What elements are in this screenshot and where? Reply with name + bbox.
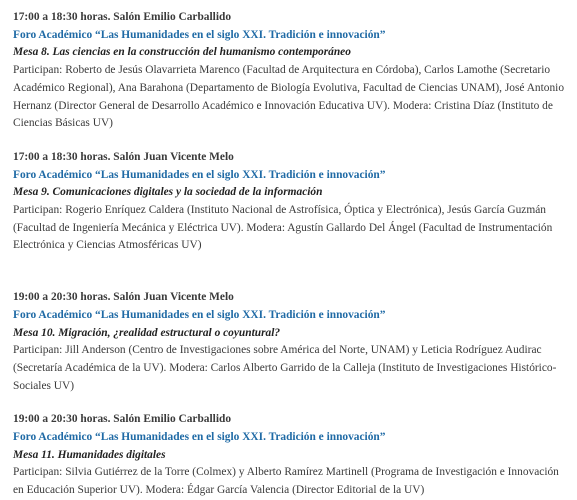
session-block <box>13 411 565 500</box>
forum-title: Foro Académico “Las Humanidades en el siglo XXI. Tradición e innovación” <box>13 308 386 321</box>
session-time: 19:00 a 20:30 horas. Salón Juan Vicente Melo <box>13 291 234 304</box>
spacer <box>13 395 565 411</box>
mesa-title: Mesa 11. Humanidades digitales <box>13 448 166 461</box>
participants-text: Participan: Silvia Gutiérrez de la Torre (Colmex) y Alberto Ramírez Martinell (Programa de Investigación e Innovación en Educación Superior UV). Modera: Édgar García Valencia (Director Editorial de la UV) <box>13 466 559 497</box>
session-time: 17:00 a 18:30 horas. Salón Juan Vicente Melo <box>13 150 234 163</box>
mesa-title: Mesa 10. Migración, ¿realidad estructural o coyuntural? <box>13 326 281 339</box>
mesa-title: Mesa 8. Las ciencias en la construcción del humanismo contemporáneo <box>13 46 351 59</box>
participants-text: Participan: Jill Anderson (Centro de Investigaciones sobre América del Norte, UNAM) y Leticia Rodríguez Audirac (Secretaría Académica de la UV). Modera: Carlos Alberto Garrido de la Calleja (Instituto de Investigaciones Histórico-Sociales UV) <box>13 344 557 392</box>
participants-text: Participan: Rogerio Enríquez Caldera (Instituto Nacional de Astrofísica, Óptica y Electrónica), Jesús García Guzmán (Facultad de Ingeniería Mecánica y Eléctrica UV). Modera: Agustín Gallardo Del Ángel (Facultad de Instrumentación Electrónica y Ciencias Atmosféricas UV) <box>13 204 553 252</box>
session-time: 19:00 a 20:30 horas. Salón Emilio Carballido <box>13 413 232 426</box>
forum-title: Foro Académico “Las Humanidades en el siglo XXI. Tradición e innovación” <box>13 28 386 41</box>
session-time: 17:00 a 18:30 horas. Salón Emilio Carballido <box>13 11 232 23</box>
forum-title: Foro Académico “Las Humanidades en el siglo XXI. Tradición e innovación” <box>13 168 386 181</box>
session-block <box>13 289 565 395</box>
forum-title: Foro Académico “Las Humanidades en el siglo XXI. Tradición e innovación” <box>13 431 386 444</box>
participants-text: Participan: Roberto de Jesús Olavarrieta Marenco (Facultad de Arquitectura en Córdoba), Carlos Lamothe (Secretario Académico Regional), Ana Barahona (Departamento de Biología Evolutiva, Facultad de Ciencias UNAM), José Antonio Hernanz (Director General de Desarrollo Académico e Innovación Educativa UV). Modera: Cristina Díaz (Instituto de Ciencias Básicas UV) <box>13 64 565 130</box>
spacer <box>13 255 565 289</box>
mesa-title: Mesa 9. Comunicaciones digitales y la sociedad de la información <box>13 186 323 199</box>
session-block <box>13 149 565 255</box>
session-block <box>13 9 565 133</box>
spacer <box>13 133 565 149</box>
